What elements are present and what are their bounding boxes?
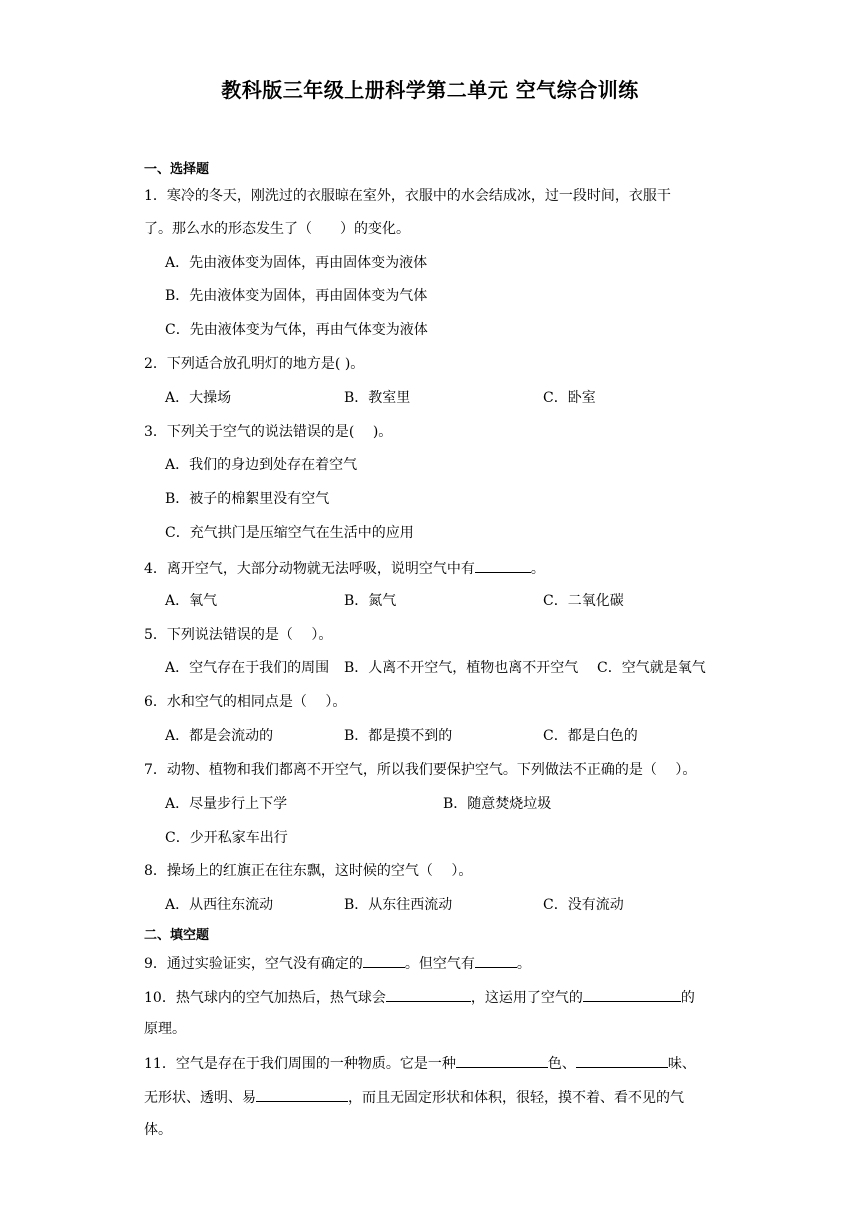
question-11-line-2 xyxy=(144,1086,719,1108)
question-1-line-2: 了。那么水的形态发生了（ ）的变化。 xyxy=(144,221,410,237)
question-9-blank-2[interactable] xyxy=(475,952,517,968)
question-1-option-b: B．先由液体变为固体，再由固体变为气体 xyxy=(165,288,428,304)
question-4-stem-end: 。 xyxy=(530,561,545,577)
question-7-option-b: B．随意焚烧垃圾 xyxy=(443,796,552,812)
section-heading-choice: 一、选择题 xyxy=(144,162,210,177)
question-6-stem: 6．水和空气的相同点是（ ）。 xyxy=(144,694,347,710)
question-1-line-1: 1．寒冷的冬天，刚洗过的衣服晾在室外，衣服中的水会结成冰，过一段时间，衣服干 xyxy=(144,188,671,204)
question-11-text-4: 无形状、透明、易 xyxy=(144,1090,256,1106)
question-1-option-a: A．先由液体变为固体，再由固体变为液体 xyxy=(165,255,428,271)
question-11-blank-2[interactable] xyxy=(576,1052,668,1068)
question-4-stem xyxy=(144,557,719,579)
question-6-option-a: A．都是会流动的 xyxy=(165,728,274,744)
question-10-text-2: ，这运用了空气的 xyxy=(470,990,583,1006)
question-4-option-b: B．氮气 xyxy=(344,593,397,609)
question-6-option-c: C．都是白色的 xyxy=(543,728,638,744)
question-8-option-c: C．没有流动 xyxy=(543,897,624,913)
question-2-option-c: C．卧室 xyxy=(543,390,596,406)
question-7-stem: 7．动物、植物和我们都离不开空气，所以我们要保护空气。下列做法不正确的是（ ）。 xyxy=(144,762,697,778)
question-9-text-2: 。但空气有 xyxy=(404,956,475,972)
question-4-option-a: A．氧气 xyxy=(165,593,218,609)
question-5-stem: 5．下列说法错误的是（ ）。 xyxy=(144,627,333,643)
question-8-option-b: B．从东往西流动 xyxy=(344,897,453,913)
question-6-option-b: B．都是摸不到的 xyxy=(344,728,453,744)
question-2-option-a: A．大操场 xyxy=(165,390,232,406)
question-4-stem-text: 4．离开空气，大部分动物就无法呼吸，说明空气中有 xyxy=(144,561,475,577)
question-10-blank-1[interactable] xyxy=(386,986,471,1002)
question-11-text-3: 味、 xyxy=(667,1056,696,1072)
section-heading-fill: 二、填空题 xyxy=(144,928,210,943)
question-4-option-c: C．二氧化碳 xyxy=(543,593,624,609)
question-9-blank-1[interactable] xyxy=(363,952,405,968)
question-5-option-b: B．人离不开空气，植物也离不开空气 xyxy=(344,660,579,676)
question-9-text-3: 。 xyxy=(516,956,531,972)
question-10-blank-2[interactable] xyxy=(583,986,681,1002)
question-11-line-1 xyxy=(144,1052,719,1074)
question-1-option-c: C．先由液体变为气体，再由气体变为液体 xyxy=(165,322,428,338)
question-10-line-1 xyxy=(144,986,719,1008)
question-2-stem: 2．下列适合放孔明灯的地方是( )。 xyxy=(144,356,365,372)
question-3-option-a: A．我们的身边到处存在着空气 xyxy=(165,457,358,473)
question-10-text-3: 的 xyxy=(680,990,695,1006)
question-11-blank-3[interactable] xyxy=(256,1086,348,1102)
question-11-blank-1[interactable] xyxy=(456,1052,548,1068)
question-11-line-3: 体。 xyxy=(144,1122,172,1138)
question-10-text-1: 10．热气球内的空气加热后，热气球会 xyxy=(144,990,386,1006)
question-3-stem: 3．下列关于空气的说法错误的是( )。 xyxy=(144,424,393,440)
question-5-option-a: A．空气存在于我们的周围 xyxy=(165,660,330,676)
question-3-option-c: C．充气拱门是压缩空气在生活中的应用 xyxy=(165,525,414,541)
question-8-option-a: A．从西往东流动 xyxy=(165,897,274,913)
page-title: 教科版三年级上册科学第二单元 空气综合训练 xyxy=(221,78,639,102)
question-9-stem xyxy=(144,952,719,974)
question-4-answer-blank[interactable] xyxy=(475,557,531,573)
question-7-option-a: A．尽量步行上下学 xyxy=(165,796,288,812)
question-2-option-b: B．教室里 xyxy=(344,390,411,406)
question-10-line-2: 原理。 xyxy=(144,1021,186,1037)
question-3-option-b: B．被子的棉絮里没有空气 xyxy=(165,491,330,507)
question-11-text-1: 11．空气是存在于我们周围的一种物质。它是一种 xyxy=(144,1056,456,1072)
question-5-option-c: C．空气就是氧气 xyxy=(597,660,706,676)
question-11-text-2: 色、 xyxy=(547,1056,576,1072)
question-11-text-5: ，而且无固定形状和体积，很轻，摸不着、看不见的气 xyxy=(348,1090,684,1106)
question-7-option-c: C．少开私家车出行 xyxy=(165,830,288,846)
question-9-text-1: 9．通过实验证实，空气没有确定的 xyxy=(144,956,363,972)
question-8-stem: 8．操场上的红旗正在往东飘，这时候的空气（ ）。 xyxy=(144,863,473,879)
